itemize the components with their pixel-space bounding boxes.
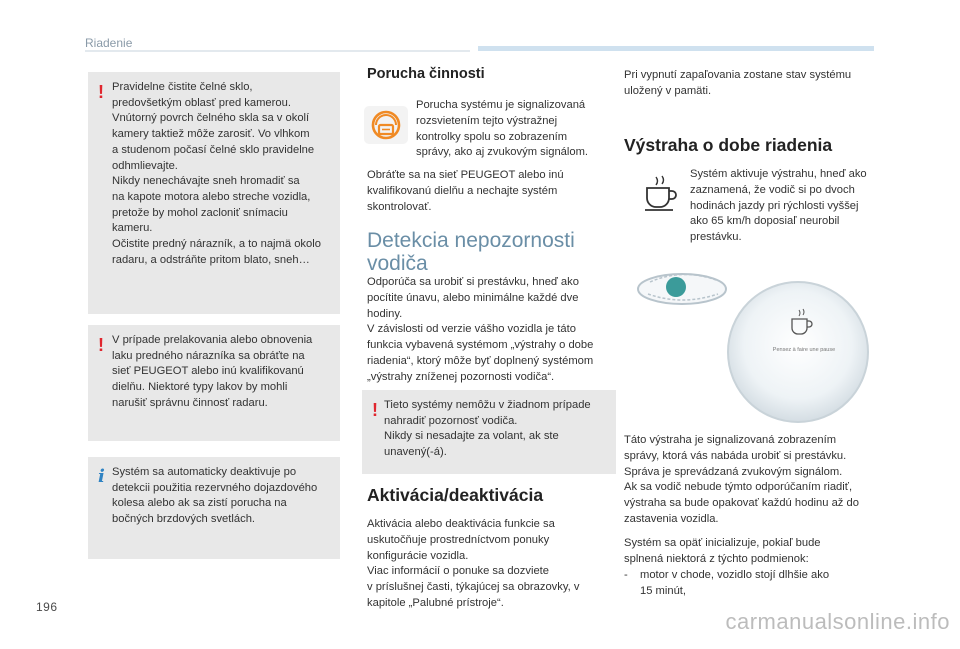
note-text: V prípade prelakovania alebo obnovenia laku predného nárazníka sa obráťte na sieť PEUGEOT alebo inú kvalifikovanú dielňu. Niektoré typy lakov by mohli narušiť správnu činnosť radaru. (112, 334, 313, 409)
note-text: Pravidelne čistite čelné sklo, predovšetkým oblasť pred kamerou. Vnútorný povrch čelného skla sa v okolí kamery taktiež môže zarosiť. Vo vlhkom a studenom počasí čelné sklo pravidelne odhmlievajte. Nikdy nenechávajte sneh hromadiť sa na kapote motora alebo streche vozidla, pretože by mohol zacloniť snímaciu kameru. Očistite predný nárazník, a to najmä okolo radaru, a odstráňte pritom blato, sneh… (112, 81, 321, 266)
warning-note-attention (362, 390, 616, 474)
display-message: Pensez à faire une pause (772, 347, 836, 353)
header-rule (85, 50, 470, 52)
heading-malfunction: Porucha činnosti (367, 66, 485, 82)
warning-note-camera (88, 72, 340, 314)
coffee-cup-icon (641, 173, 681, 213)
malfunction-icon-text: Porucha systému je signalizovaná rozsvietením tejto výstražnej kontrolky spolu so zobrazením správy, ako aj zvukovým signálom. (416, 99, 589, 159)
note-text: Tieto systémy nemôžu v žiadnom prípade nahradiť pozornosť vodiča. Nikdy si nesadajte za volant, ak ste unavený(-á). (384, 399, 591, 459)
ignition-memory-text: Pri vypnutí zapaľovania zostane stav systému uložený v pamäti. (624, 69, 852, 97)
heading-activation: Aktivácia/deaktivácia (367, 485, 544, 505)
warning-exclamation-icon: ! (98, 335, 104, 355)
info-note-deactivation (88, 457, 340, 559)
inattention-body: Odporúča sa urobiť si prestávku, hneď ako pocítite únavu, alebo minimálne každé dve hodiny. V závislosti od verzie vášho vozidla je táto funkcia vybavená systémom „výstrahy o dobe riadenia“, ktorý môže byť doplnený systémom „výstrahy zníženej pozornosti vodiča“. (367, 276, 594, 383)
warning-exclamation-icon: ! (372, 400, 378, 420)
note-text: Systém sa automaticky deaktivuje po detekcii použitia rezervného dojazdového kolesa alebo ak sa zistí porucha na bočných brzdových svetlách. (112, 466, 318, 526)
malfunction-lamp-icon (363, 105, 409, 145)
driving-time-body: Táto výstraha je signalizovaná zobrazením správy, ktorá vás nabáda urobiť si prestávku. Správa je sprevádzaná zvukovým signálom. Ak sa vodič nebude týmto odporúčaním riadiť, výstraha sa bude opakovať každú hodinu až do zastavenia vozidla. (624, 434, 859, 525)
watermark: carmanualsonline.info (725, 609, 950, 634)
info-icon: i (98, 466, 105, 487)
list-dash: - (624, 569, 628, 581)
section-title: Riadenie (85, 36, 133, 50)
heading-driving-time-warning: Výstraha o dobe riadenia (624, 135, 833, 155)
activation-body: Aktivácia alebo deaktivácia funkcie sa uskutočňuje prostredníctvom ponuky konfigurácie vozidla. Viac informácií o ponuke sa dozviete v príslušnej časti, týkajúcej sa obrazovky, v kapitole „Palubné prístroje“. (367, 518, 580, 609)
warning-note-paint (88, 325, 340, 441)
page-number: 196 (36, 600, 58, 614)
driving-time-icon-text: Systém aktivuje výstrahu, hneď ako zaznamená, že vodič si po dvoch hodinách jazdy pri rýchlosti vyššej ako 65 km/h doposiaľ neurobil prestávku. (690, 168, 867, 244)
malfunction-body: Obráťte sa na sieť PEUGEOT alebo inú kvalifikovanú dielňu a nechajte systém skontrolovať. (367, 169, 564, 213)
reinit-condition-item: motor v chode, vozidlo stojí dlhšie ako 15 minút, (640, 569, 830, 597)
warning-exclamation-icon: ! (98, 82, 104, 102)
coffee-cup-icon (787, 308, 817, 342)
heading-inattention: Detekcia nepozornosti vodiča (367, 229, 575, 275)
reinit-intro: Systém sa opäť inicializuje, pokiaľ bude splnená niektorá z týchto podmienok: (624, 537, 821, 565)
header-rule-accent (478, 46, 874, 51)
